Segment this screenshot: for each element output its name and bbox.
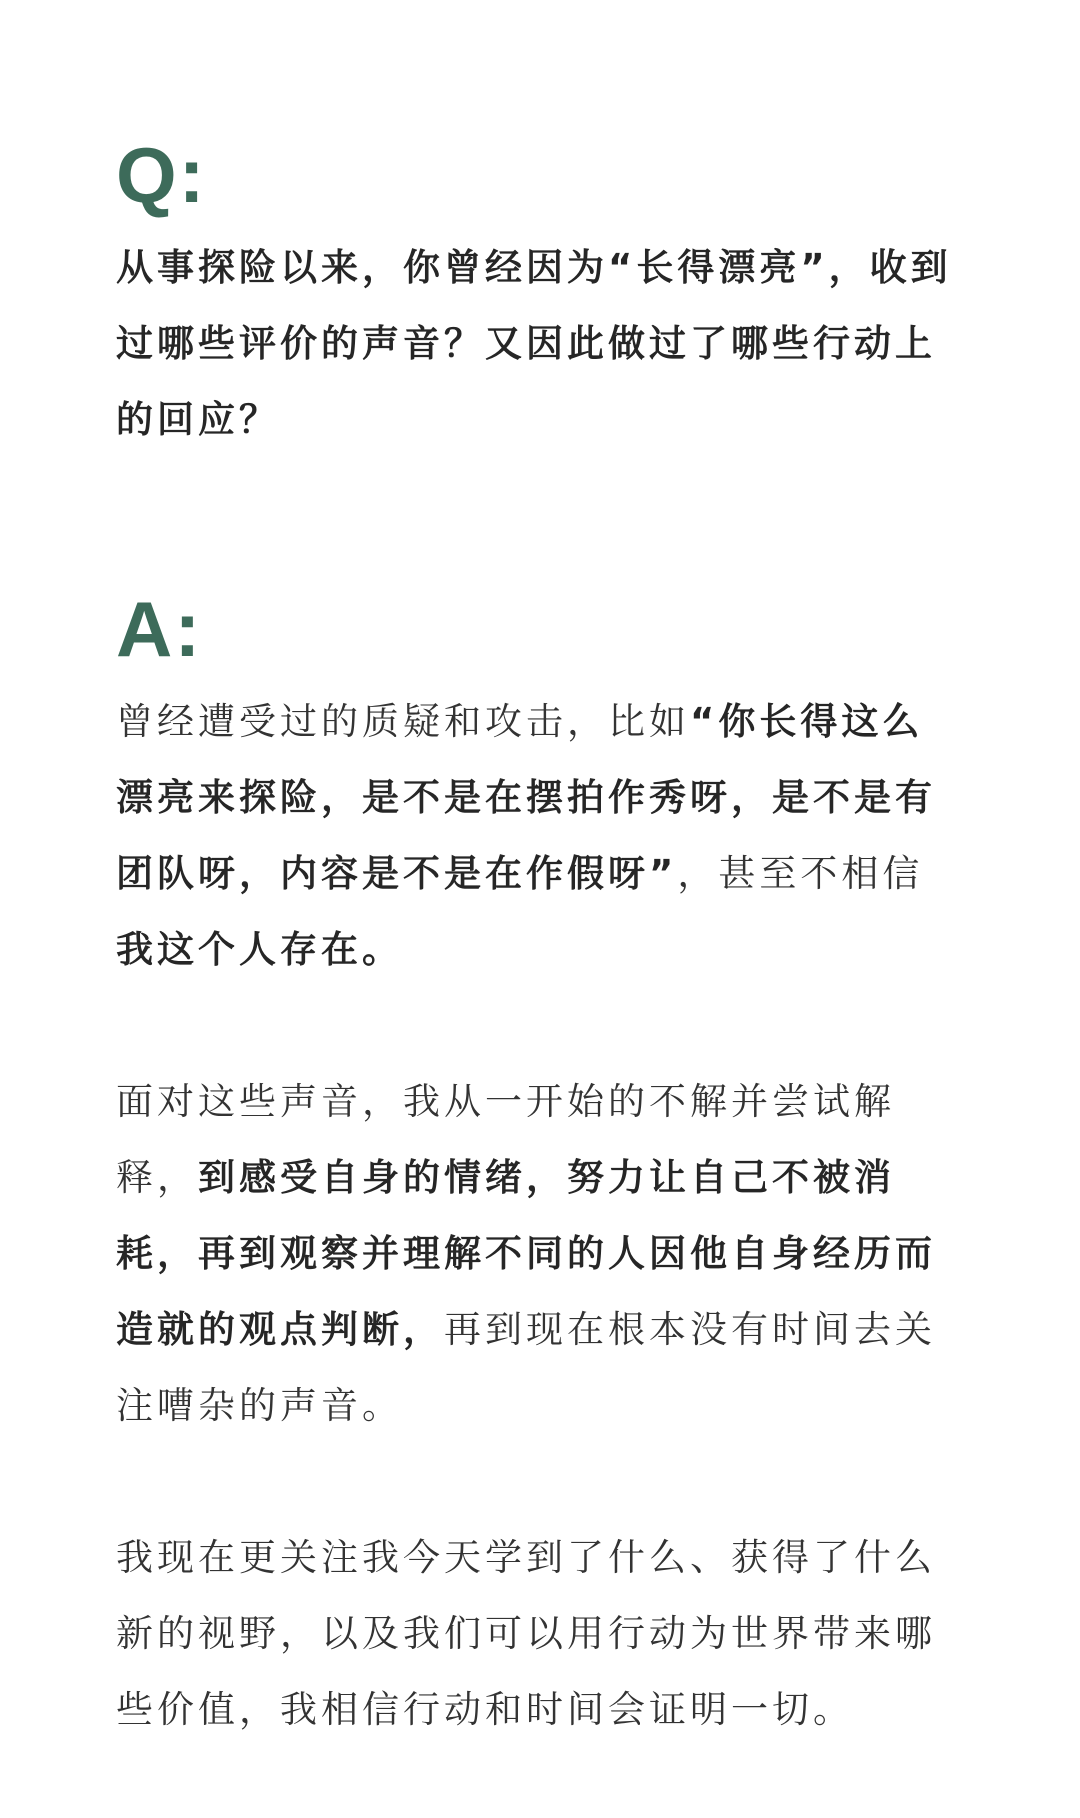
answer-paragraph-1 [116,684,962,988]
answer-p1-segment-4: 我这个人存在。 [116,928,403,971]
question-label: Q: [116,131,207,219]
answer-p2-emphasis: 到感受自身的情绪，努力让自己不被消耗，再到观察并理解不同的人因他自身经历而造就的观点判断， [116,1156,936,1351]
answer-paragraph-3 [116,1520,962,1748]
question-text: 从事探险以来，你曾经因为“长得漂亮”，收到过哪些评价的声音？又因此做过了哪些行动上的回应？ [116,246,952,441]
answer-p1-segment-1: 曾经遭受过的质疑和攻击，比如 [116,700,690,743]
answer-p1-segment-3: ，甚至不相信 [677,852,924,895]
answer-p2-segment-1: 面对这些声音，我从一开始的不解并尝试解释， [116,1080,895,1199]
answer-p1-quote: “你长得这么漂亮来探险，是不是在摆拍作秀呀，是不是有团队呀，内容是不是在作假呀” [116,700,936,895]
answer-p2-segment-3: 再到现在根本没有时间去关注嘈杂的声音。 [116,1308,936,1427]
answer-paragraph-2 [116,1064,962,1444]
answer-label: A: [116,585,203,673]
answer-p3-segment-1: 我现在更关注我今天学到了什么、获得了什么新的视野，以及我们可以用行动为世界带来哪些价值，我相信行动和时间会证明一切。 [116,1536,936,1731]
